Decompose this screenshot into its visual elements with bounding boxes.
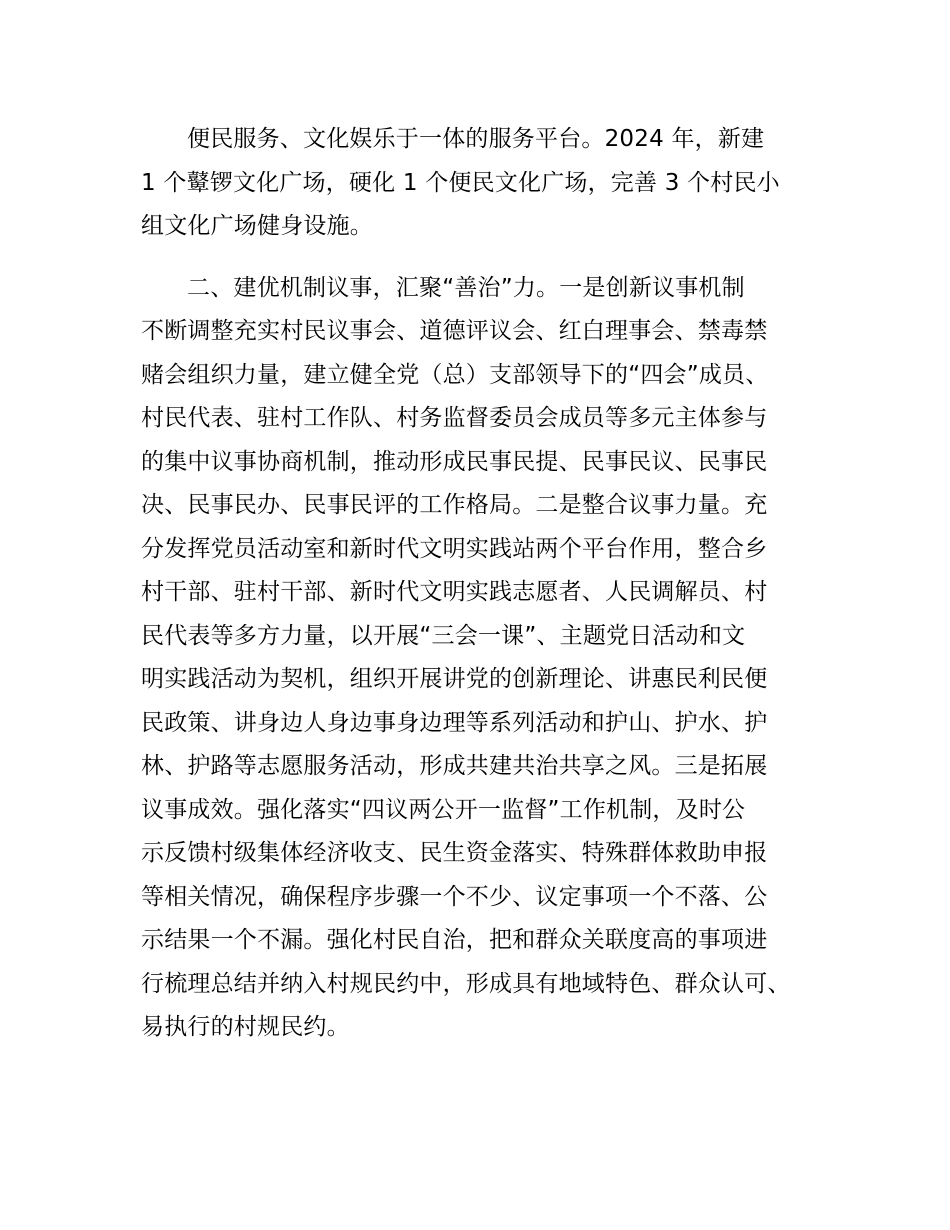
text-line: 明实践活动为契机，组织开展讲党的创新理论、讲惠民利民便 bbox=[141, 666, 768, 692]
text-line: 林、护路等志愿服务活动，形成共建共治共享之风。三是拓展 bbox=[141, 753, 768, 779]
text-line: 二、建优机制议事，汇聚“善治”力。一是创新议事机制 bbox=[187, 274, 745, 301]
text-line: 赌会组织力量，建立健全党（总）支部领导下的“四会”成员、 bbox=[141, 361, 769, 388]
paragraph-2 bbox=[141, 267, 823, 1050]
text-line: 行梳理总结并纳入村规民约中，形成具有地域特色、群众认可、 bbox=[141, 970, 791, 997]
text-line: 示反馈村级集体经济收支、民生资金落实、特殊群体救助申报 bbox=[141, 840, 768, 866]
text-line: 易执行的村规民约。 bbox=[141, 1014, 350, 1040]
text-line: 民政策、讲身边人身边事身边理等系列活动和护山、护水、护 bbox=[141, 709, 768, 736]
text-line: 村干部、驻村干部、新时代文明实践志愿者、人民调解员、村 bbox=[141, 579, 768, 605]
text-line: 的集中议事协商机制，推动形成民事民提、民事民议、民事民 bbox=[141, 448, 768, 475]
paragraph-1 bbox=[141, 118, 823, 249]
text-line: 组文化广场健身设施。 bbox=[141, 213, 373, 239]
text-line: 议事成效。强化落实“四议两公开一监督”工作机制，及时公 bbox=[141, 796, 746, 823]
text-line: 示结果一个不漏。强化村民自治，把和群众关联度高的事项进 bbox=[141, 927, 768, 953]
text-line: 民代表等多方力量，以开展“三会一课”、主题党日活动和文 bbox=[141, 622, 746, 649]
text-line: 不断调整充实村民议事会、道德评议会、红白理事会、禁毒禁 bbox=[141, 318, 768, 344]
text-line: 1 个鼙锣文化广场，硬化 1 个便民文化广场，完善 3 个村民小 bbox=[141, 169, 780, 196]
text-line: 决、民事民办、民事民评的工作格局。二是整合议事力量。充 bbox=[141, 492, 768, 518]
document-body bbox=[141, 118, 823, 1050]
text-line: 分发挥党员活动室和新时代文明实践站两个平台作用，整合乡 bbox=[141, 535, 768, 562]
text-line: 便民服务、文化娱乐于一体的服务平台。2024 年，新建 bbox=[187, 126, 765, 152]
paragraph-spacer bbox=[141, 249, 823, 267]
text-line: 村民代表、驻村工作队、村务监督委员会成员等多元主体参与 bbox=[141, 405, 768, 431]
text-line: 等相关情况，确保程序步骤一个不少、议定事项一个不落、公 bbox=[141, 883, 768, 910]
